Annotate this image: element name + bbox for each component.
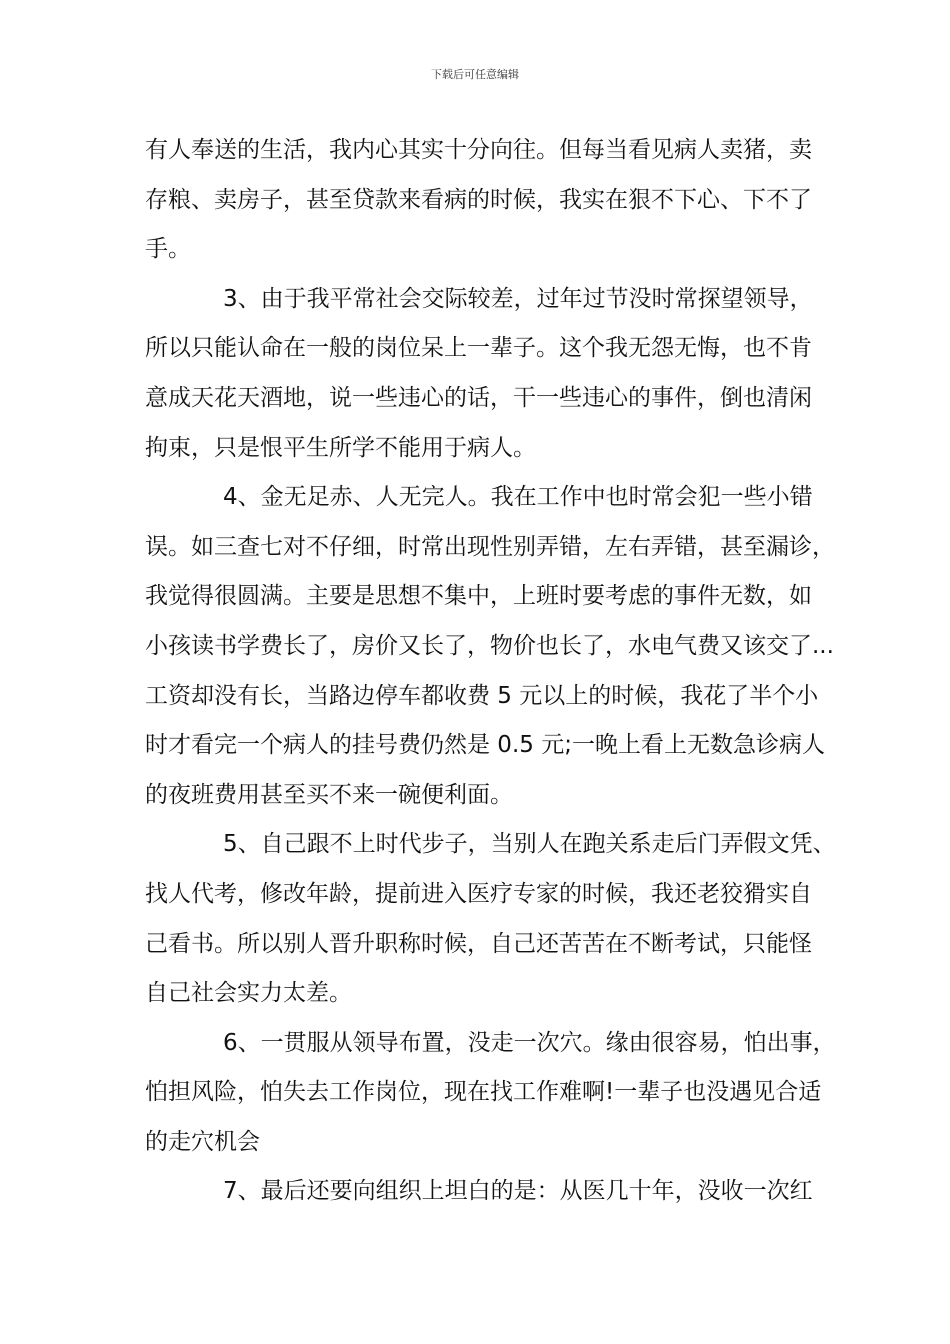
text-line: 小孩读书学费长了，房价又长了，物价也长了，水电气费又该交了... [145,632,834,659]
document-body [145,126,836,1217]
text-line: 工资却没有长，当路边停车都收费 5 元以上的时候，我花了半个小 [145,682,819,709]
text-line: 我觉得很圆满。主要是思想不集中，上班时要考虑的事件无数，如 [145,583,812,610]
text-line: 所以只能认命在一般的岗位呆上一辈子。这个我无怨无悔，也不肯 [145,335,812,362]
text-line: 误。如三查七对不仔细，时常出现性别弄错，左右弄错，甚至漏诊， [145,533,835,560]
text-line: 的夜班费用甚至买不来一碗便利面。 [145,781,513,808]
text-line: 7、最后还要向组织上坦白的是：从医几十年，没收一次红 [223,1178,813,1205]
text-line: 的走穴机会 [145,1128,260,1155]
text-line: 存粮、卖房子，甚至贷款来看病的时候，我实在狠不下心、下不了 [145,186,812,213]
page-header: 下载后可任意编辑 [431,68,519,81]
text-line: 时才看完一个病人的挂号费仍然是 0.5 元;一晚上看上无数急诊病人 [145,732,825,759]
text-line: 3、由于我平常社会交际较差，过年过节没时常探望领导， [223,285,813,312]
text-line: 找人代考，修改年龄，提前进入医疗专家的时候，我还老狡猾实自 [145,880,812,907]
text-line: 怕担风险，怕失去工作岗位，现在找工作难啊!一辈子也没遇见合适 [145,1079,822,1106]
text-line: 手。 [145,236,191,263]
text-line: 有人奉送的生活，我内心其实十分向往。但每当看见病人卖猪，卖 [145,137,812,163]
text-line: 自己社会实力太差。 [145,980,352,1007]
text-line: 5、自己跟不上时代步子，当别人在跑关系走后门弄假文凭、 [223,831,836,858]
text-line: 意成天花天酒地，说一些违心的话，干一些违心的事件，倒也清闲 [145,384,812,411]
text-line: 4、金无足赤、人无完人。我在工作中也时常会犯一些小错 [223,484,813,511]
text-line: 己看书。所以别人晋升职称时候，自己还苦苦在不断考试，只能怪 [145,930,812,957]
text-line: 6、一贯服从领导布置，没走一次穴。缘由很容易，怕出事， [223,1029,836,1056]
text-line: 拘束，只是恨平生所学不能用于病人。 [145,434,536,461]
